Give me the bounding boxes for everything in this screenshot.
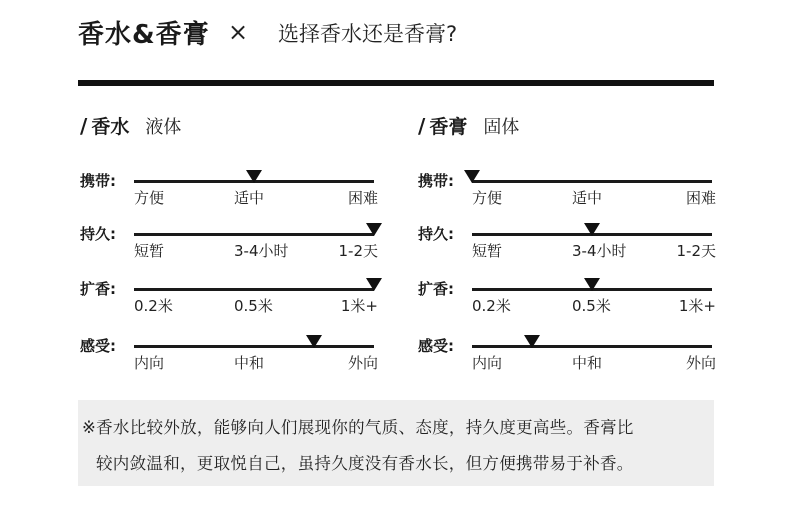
tick-low: 方便 <box>472 189 503 207</box>
tick-low: 方便 <box>134 189 165 207</box>
rating-row-projection <box>418 278 718 318</box>
tick-mid: 适中 <box>572 189 603 207</box>
tick-mid: 0.5米 <box>572 297 611 315</box>
row-label: 扩香: <box>80 280 116 298</box>
row-label: 感受: <box>80 337 116 355</box>
tick-mid: 3-4小时 <box>234 242 289 260</box>
rating-row-carry <box>80 170 380 210</box>
column-state: 固体 <box>483 117 520 138</box>
heading-slash: / <box>80 114 88 138</box>
tick-high: 外向 <box>685 354 716 372</box>
column-heading <box>80 112 181 139</box>
tick-low: 0.2米 <box>134 297 173 315</box>
rating-row-projection <box>80 278 380 318</box>
row-label: 持久: <box>418 225 454 243</box>
tick-mid: 中和 <box>572 354 603 372</box>
row-label: 持久: <box>80 225 116 243</box>
level-marker <box>584 223 600 236</box>
level-marker <box>246 170 262 183</box>
tick-low: 内向 <box>134 354 165 372</box>
level-marker <box>306 335 322 348</box>
row-label: 感受: <box>418 337 454 355</box>
tick-high: 1-2天 <box>676 242 716 260</box>
level-marker <box>464 170 480 183</box>
level-marker <box>524 335 540 348</box>
tick-mid: 0.5米 <box>234 297 273 315</box>
tick-high: 1米+ <box>340 297 378 315</box>
scale-line <box>134 345 374 348</box>
note-text-line-2: 较内敛温和，更取悦自己，虽持久度没有香水长，但方便携带易于补香。 <box>96 454 634 473</box>
scale-line <box>472 345 712 348</box>
column-name: 香膏 <box>429 116 468 138</box>
tick-high: 困难 <box>347 189 378 207</box>
heading-slash: / <box>418 114 426 138</box>
page-title: 香水&香膏 <box>78 20 210 50</box>
note-box <box>78 400 714 486</box>
tick-high: 1-2天 <box>338 242 378 260</box>
row-label: 携带: <box>80 172 116 190</box>
tick-low: 短暂 <box>134 242 165 260</box>
rating-row-longevity <box>80 223 380 263</box>
scale-line <box>472 180 712 183</box>
tick-high: 外向 <box>347 354 378 372</box>
rating-row-feeling <box>80 335 380 375</box>
perfume-column <box>80 110 400 390</box>
tick-mid: 中和 <box>234 354 265 372</box>
rating-row-longevity <box>418 223 718 263</box>
scale-line <box>134 288 374 291</box>
tick-low: 0.2米 <box>472 297 511 315</box>
tick-high: 1米+ <box>678 297 716 315</box>
row-label: 扩香: <box>418 280 454 298</box>
close-separator: × <box>228 18 249 46</box>
header-divider <box>78 80 714 86</box>
column-state: 液体 <box>145 117 182 138</box>
row-label: 携带: <box>418 172 454 190</box>
rating-row-feeling <box>418 335 718 375</box>
tick-low: 短暂 <box>472 242 503 260</box>
level-marker <box>366 223 382 236</box>
scale-line <box>134 233 374 236</box>
level-marker <box>366 278 382 291</box>
tick-high: 困难 <box>685 189 716 207</box>
tick-mid: 3-4小时 <box>572 242 627 260</box>
solid-perfume-column <box>418 110 738 390</box>
note-text-line-1: ※香水比较外放，能够向人们展现你的气质、态度，持久度更高些。香膏比 <box>82 418 634 437</box>
level-marker <box>584 278 600 291</box>
rating-row-carry <box>418 170 718 210</box>
tick-mid: 适中 <box>234 189 265 207</box>
tick-low: 内向 <box>472 354 503 372</box>
column-name: 香水 <box>91 116 130 138</box>
column-heading <box>418 112 519 139</box>
page-subtitle: 选择香水还是香膏? <box>278 22 458 46</box>
